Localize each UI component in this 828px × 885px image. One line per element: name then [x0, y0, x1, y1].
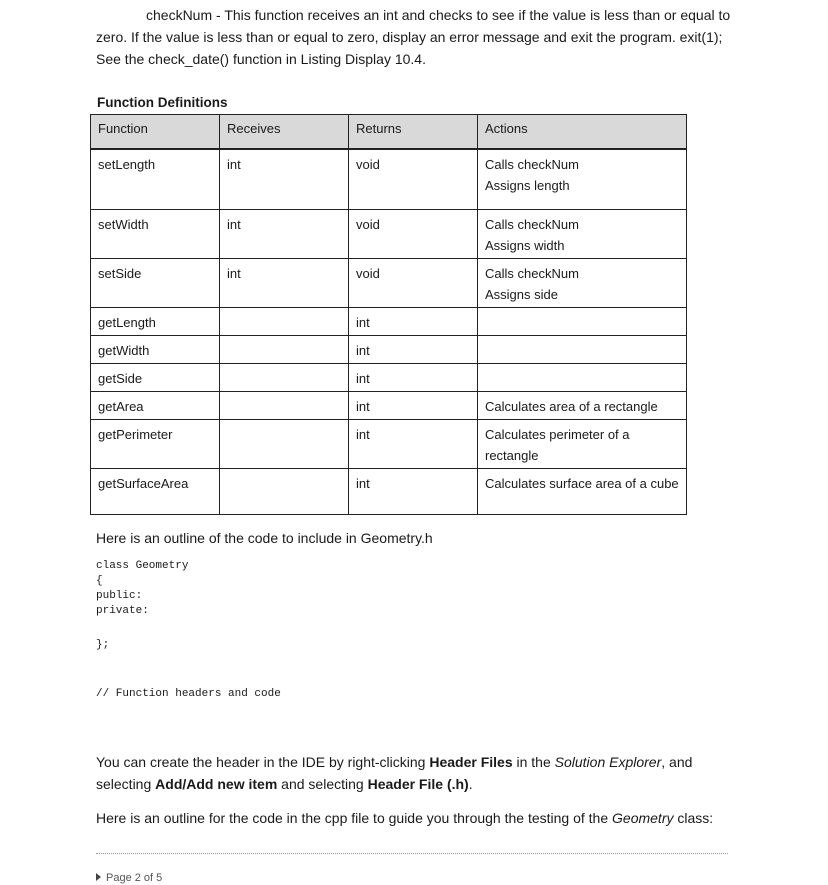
cell-returns: int [349, 468, 478, 514]
action-line: Assigns width [485, 237, 565, 253]
checknum-description-text: checkNum - This function receives an int and checks to see if the value is less than or equal to zero. If the value is less than or equal to zero, display an error message and exit the program. exit(1); See the check_date() function in Listing Display 10.4. [96, 7, 731, 67]
column-header-returns: Returns [349, 115, 478, 150]
text-run-bold: Add/Add new item [155, 776, 278, 792]
geometry-h-outline-intro: Here is an outline of the code to include in Geometry.h [96, 530, 433, 546]
cell-actions [478, 209, 687, 258]
cell-receives [220, 307, 349, 335]
text-run: Here is an outline for the code in the cpp file to guide you through the testing of the [96, 810, 613, 826]
cell-receives: int [220, 258, 349, 307]
page-footer [96, 872, 162, 884]
cell-actions [478, 149, 687, 209]
cell-returns: int [349, 419, 478, 468]
cell-returns: int [349, 363, 478, 391]
cell-returns: int [349, 391, 478, 419]
function-definitions-table [90, 114, 687, 515]
cell-actions: Calculates area of a rectangle [478, 391, 687, 419]
text-run: You can create the header in the IDE by right-clicking [96, 754, 430, 770]
page-number: Page 2 of 5 [106, 872, 163, 884]
cell-function: getWidth [91, 335, 220, 363]
cell-returns: int [349, 335, 478, 363]
text-run-bold: Header Files [429, 754, 513, 770]
cell-returns: void [349, 209, 478, 258]
cell-function: setLength [91, 149, 220, 209]
cell-returns: void [349, 258, 478, 307]
table-row [91, 335, 687, 363]
cell-function: getSide [91, 363, 220, 391]
table-row [91, 363, 687, 391]
cell-function: setWidth [91, 209, 220, 258]
cell-actions [478, 307, 687, 335]
checknum-description [96, 4, 736, 70]
cell-receives [220, 468, 349, 514]
triangle-right-icon [96, 873, 101, 881]
cell-function: getArea [91, 391, 220, 419]
cpp-outline-intro [96, 807, 756, 829]
footer-divider [96, 853, 728, 854]
column-header-function: Function [91, 115, 220, 150]
action-line: Assigns side [485, 286, 558, 302]
action-line: Calls checkNum [485, 216, 579, 232]
cell-actions: Calculates perimeter of a rectangle [478, 419, 687, 468]
text-run: . [468, 776, 473, 792]
cell-actions [478, 335, 687, 363]
text-run: , and selecting [96, 754, 693, 792]
text-run: class: [673, 810, 714, 826]
code-class-close: }; [96, 639, 110, 651]
text-run: and selecting [277, 776, 368, 792]
table-row [91, 149, 687, 209]
cell-actions: Calculates surface area of a cube [478, 468, 687, 514]
ide-header-instructions [96, 751, 736, 795]
cell-receives: int [220, 209, 349, 258]
table-row [91, 307, 687, 335]
text-run: in the [512, 754, 555, 770]
cell-function: getLength [91, 307, 220, 335]
table-row [91, 419, 687, 468]
table-header-row [91, 115, 687, 150]
cell-receives [220, 419, 349, 468]
action-line: Calls checkNum [485, 157, 579, 172]
column-header-actions: Actions [478, 115, 687, 150]
cell-receives [220, 391, 349, 419]
cell-actions [478, 363, 687, 391]
cell-receives: int [220, 149, 349, 209]
table-row [91, 468, 687, 514]
text-run-italic: Solution Explorer [554, 754, 662, 770]
action-line: Calls checkNum [485, 265, 579, 281]
table-row [91, 258, 687, 307]
function-definitions-heading: Function Definitions [97, 95, 228, 110]
cell-function: setSide [91, 258, 220, 307]
cell-function: getPerimeter [91, 419, 220, 468]
text-run-italic: Geometry [612, 810, 674, 826]
code-class-declaration: class Geometry { public: private: [96, 560, 189, 617]
code-comment: // Function headers and code [96, 688, 281, 700]
text-run-bold: Header File (.h) [367, 776, 469, 792]
column-header-receives: Receives [220, 115, 349, 150]
action-line: Assigns length [485, 178, 570, 193]
cell-returns: void [349, 149, 478, 209]
cell-function: getSurfaceArea [91, 468, 220, 514]
cell-returns: int [349, 307, 478, 335]
cell-receives [220, 363, 349, 391]
table-row [91, 209, 687, 258]
cell-receives [220, 335, 349, 363]
cell-actions [478, 258, 687, 307]
table-row [91, 391, 687, 419]
